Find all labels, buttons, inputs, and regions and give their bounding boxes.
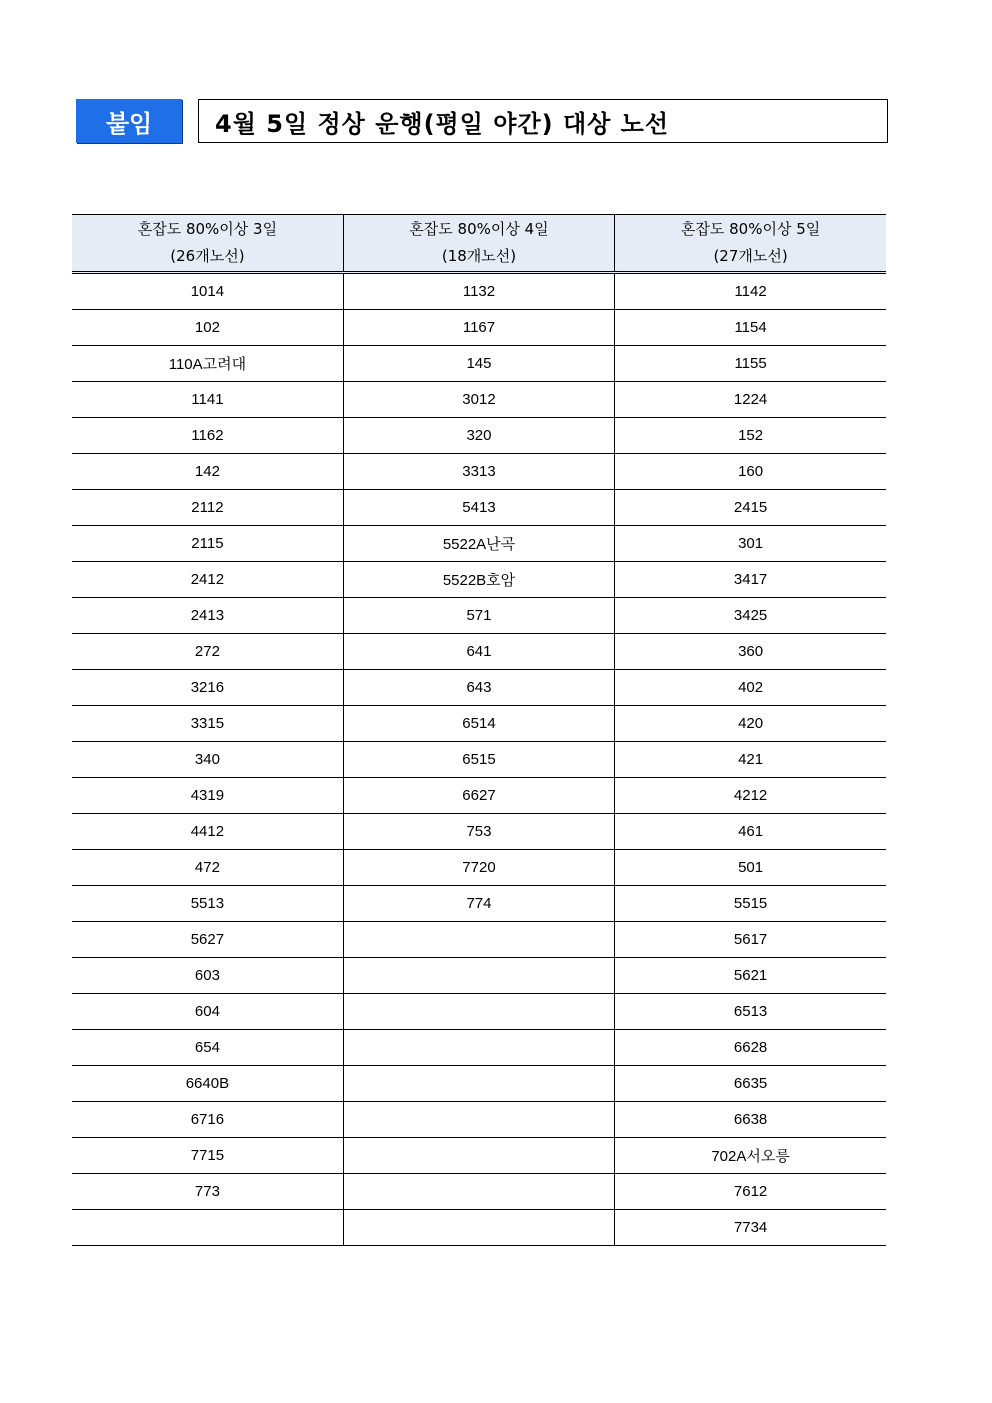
route-cell: 7720 — [343, 850, 614, 886]
route-cell: 5413 — [343, 490, 614, 526]
route-cell: 301 — [615, 526, 886, 562]
route-cell: 2415 — [615, 490, 886, 526]
table-row — [72, 634, 886, 670]
route-cell — [343, 922, 614, 958]
table-row — [72, 742, 886, 778]
route-cell — [343, 1030, 614, 1066]
route-cell: 702A서오릉 — [615, 1138, 886, 1174]
route-cell: 1014 — [72, 273, 343, 310]
document-title-box — [198, 99, 888, 143]
table-row — [72, 490, 886, 526]
table-row — [72, 814, 886, 850]
table-row — [72, 706, 886, 742]
table-row — [72, 886, 886, 922]
route-cell: 6627 — [343, 778, 614, 814]
route-cell: 420 — [615, 706, 886, 742]
route-cell: 6640B — [72, 1066, 343, 1102]
table-row — [72, 418, 886, 454]
route-cell: 402 — [615, 670, 886, 706]
route-cell: 1132 — [343, 273, 614, 310]
route-cell: 643 — [343, 670, 614, 706]
route-cell: 1224 — [615, 382, 886, 418]
route-cell: 5621 — [615, 958, 886, 994]
route-cell: 5522A난곡 — [343, 526, 614, 562]
table-row — [72, 454, 886, 490]
route-cell: 1142 — [615, 273, 886, 310]
route-cell: 5513 — [72, 886, 343, 922]
route-cell — [343, 1066, 614, 1102]
attachment-badge — [76, 99, 182, 143]
table-row — [72, 310, 886, 346]
table-row — [72, 850, 886, 886]
route-cell: 641 — [343, 634, 614, 670]
route-cell: 102 — [72, 310, 343, 346]
bus-routes-table — [72, 214, 886, 1246]
route-cell: 4412 — [72, 814, 343, 850]
column-header-title: 혼잡도 80%이상 5일 — [680, 220, 821, 238]
route-cell — [343, 1210, 614, 1246]
route-cell: 6628 — [615, 1030, 886, 1066]
route-cell — [343, 1102, 614, 1138]
route-cell: 110A고려대 — [72, 346, 343, 382]
route-cell: 461 — [615, 814, 886, 850]
column-header-count: (26개노선) — [170, 247, 245, 265]
route-cell: 6515 — [343, 742, 614, 778]
table-header-row — [72, 215, 886, 273]
table-row — [72, 1030, 886, 1066]
route-cell: 5627 — [72, 922, 343, 958]
column-header-count: (18개노선) — [441, 247, 517, 265]
table-row — [72, 922, 886, 958]
route-cell: 1154 — [615, 310, 886, 346]
column-header-title: 혼잡도 80%이상 3일 — [137, 220, 278, 238]
route-cell: 1155 — [615, 346, 886, 382]
column-header-title: 혼잡도 80%이상 4일 — [409, 220, 549, 238]
route-cell: 1141 — [72, 382, 343, 418]
route-cell: 5617 — [615, 922, 886, 958]
route-cell: 160 — [615, 454, 886, 490]
route-cell: 773 — [72, 1174, 343, 1210]
route-cell: 340 — [72, 742, 343, 778]
table-row — [72, 994, 886, 1030]
route-cell: 6513 — [615, 994, 886, 1030]
route-cell — [343, 1174, 614, 1210]
route-cell: 6514 — [343, 706, 614, 742]
route-cell — [72, 1210, 343, 1246]
route-cell: 603 — [72, 958, 343, 994]
route-cell: 472 — [72, 850, 343, 886]
table-row — [72, 382, 886, 418]
route-cell: 1162 — [72, 418, 343, 454]
table-row — [72, 1138, 886, 1174]
route-cell: 3315 — [72, 706, 343, 742]
route-cell: 2115 — [72, 526, 343, 562]
route-cell: 6638 — [615, 1102, 886, 1138]
route-cell: 6716 — [72, 1102, 343, 1138]
table-row — [72, 670, 886, 706]
route-cell: 1167 — [343, 310, 614, 346]
route-cell: 2412 — [72, 562, 343, 598]
route-cell: 604 — [72, 994, 343, 1030]
table-row — [72, 958, 886, 994]
table-row — [72, 598, 886, 634]
route-cell: 145 — [343, 346, 614, 382]
route-cell — [343, 1138, 614, 1174]
table-row — [72, 346, 886, 382]
route-cell: 5522B호암 — [343, 562, 614, 598]
table-row — [72, 1102, 886, 1138]
route-cell: 6635 — [615, 1066, 886, 1102]
document-title: 4월 5일 정상 운행(평일 야간) 대상 노선 — [215, 109, 670, 138]
route-cell: 3012 — [343, 382, 614, 418]
route-cell: 4212 — [615, 778, 886, 814]
route-cell: 5515 — [615, 886, 886, 922]
route-cell: 3216 — [72, 670, 343, 706]
attachment-badge-label: 붙임 — [105, 109, 153, 138]
table-row — [72, 1210, 886, 1246]
route-cell: 3425 — [615, 598, 886, 634]
route-cell: 7715 — [72, 1138, 343, 1174]
route-cell: 654 — [72, 1030, 343, 1066]
route-cell: 2413 — [72, 598, 343, 634]
route-cell: 4319 — [72, 778, 343, 814]
table-row — [72, 526, 886, 562]
route-cell: 152 — [615, 418, 886, 454]
route-cell: 142 — [72, 454, 343, 490]
route-cell: 320 — [343, 418, 614, 454]
route-cell: 7734 — [615, 1210, 886, 1246]
table-row — [72, 562, 886, 598]
column-header-count: (27개노선) — [713, 247, 788, 265]
table-row — [72, 1174, 886, 1210]
table-body — [72, 273, 886, 1246]
route-cell: 774 — [343, 886, 614, 922]
route-cell: 3313 — [343, 454, 614, 490]
route-cell: 3417 — [615, 562, 886, 598]
route-cell: 7612 — [615, 1174, 886, 1210]
route-cell: 421 — [615, 742, 886, 778]
route-cell — [343, 994, 614, 1030]
column-header-3days — [72, 215, 343, 273]
table-row — [72, 273, 886, 310]
route-cell: 272 — [72, 634, 343, 670]
route-cell: 571 — [343, 598, 614, 634]
route-cell: 501 — [615, 850, 886, 886]
table-row — [72, 778, 886, 814]
route-cell: 360 — [615, 634, 886, 670]
route-cell — [343, 958, 614, 994]
column-header-4days — [343, 215, 614, 273]
route-cell: 753 — [343, 814, 614, 850]
table-row — [72, 1066, 886, 1102]
column-header-5days — [615, 215, 886, 273]
route-cell: 2112 — [72, 490, 343, 526]
